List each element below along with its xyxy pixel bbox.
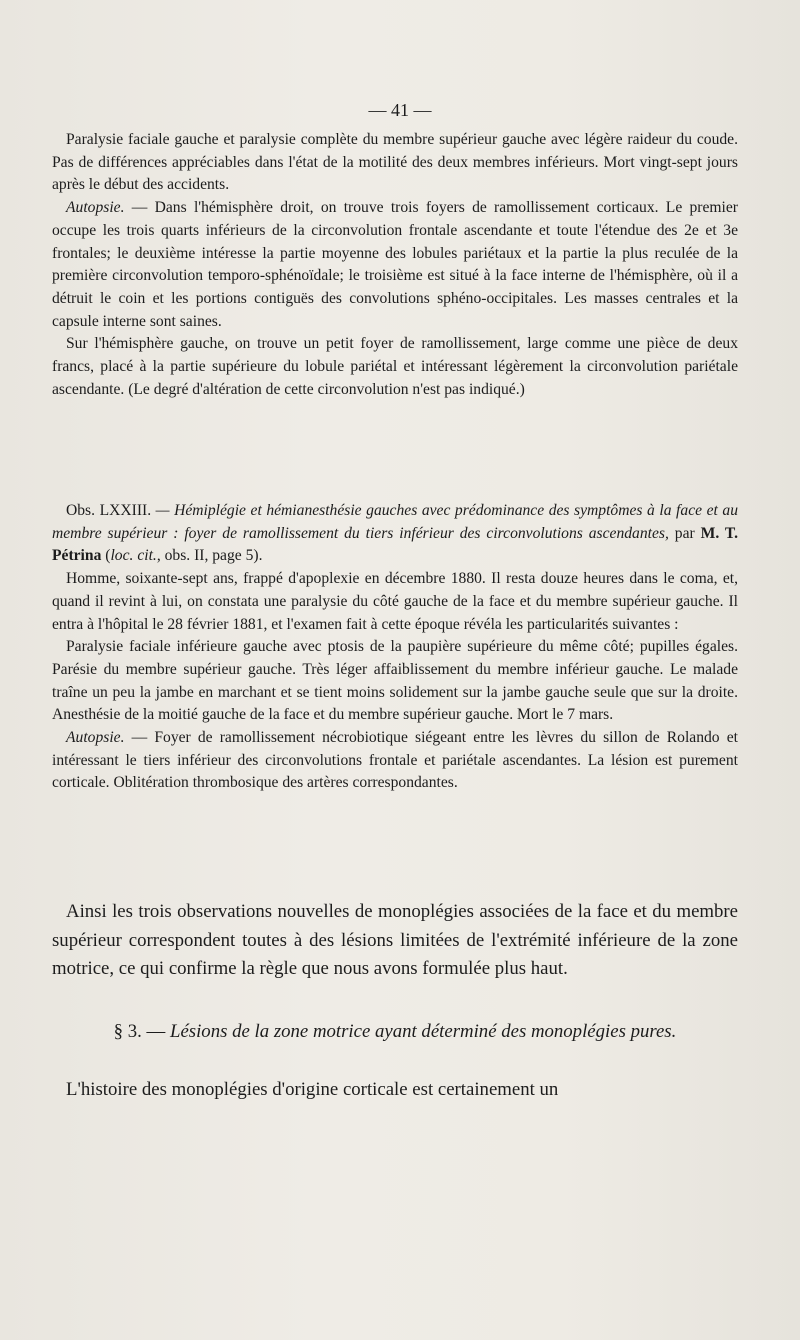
section-number: § 3. — xyxy=(113,1021,170,1042)
paragraph-symptoms: Paralysie faciale inférieure gauche avec ptosis de la paupière supérieure du même côté; pupilles égales. Parésie du membre supérieur gauche. Très léger affaiblissement du membre inférieur gauche. Le malade traîne un peu la jambe en marchant et se tient moins solidement sur la jambe gauche seule que sur la droite. Anesthésie de la moitié gauche de la face et du membre supérieur gauche. Mort le 7 mars. xyxy=(52,638,738,724)
observation-title: — Hémiplégie et hémianesthésie gauches avec prédominance des symptômes à la face et au membre supérieur : foyer de ramollissement du tiers inférieur des circonvolutions ascendantes, xyxy=(52,502,738,542)
autopsy-text: — Dans l'hémisphère droit, on trouve trois foyers de ramollissement corticaux. Le premier occupe les trois quarts inférieurs de la circonvolution frontale ascendante et toute l'étendue des 2e et 3e frontales; le deuxième intéresse la partie moyenne des lobules pariétaux et la partie la plus reculée de la première circonvolution temporo-sphénoïdale; le troisième est situé à la face interne de l'hémisphère, où il a détruit le coin et les portions contiguës des convolutions sphéno-occipitales. Les masses centrales et la capsule interne sont saines. xyxy=(52,199,738,330)
paragraph-left-hemisphere: Sur l'hémisphère gauche, on trouve un petit foyer de ramollissement, large comme une pièce de deux francs, placé à la partie supérieure du lobule pariétal et intéressant légèrement la circonvolution pariétale ascendante. (Le degré d'altération de cette circonvolution n'est pas indiqué.) xyxy=(52,335,738,398)
observation-lxxiii xyxy=(52,500,738,795)
autopsy-label: Autopsie. xyxy=(66,199,125,217)
observation-label: Obs. LXXIII. xyxy=(66,502,152,519)
observation-ref-open: ( xyxy=(101,547,111,565)
observation-heading xyxy=(52,500,738,568)
observation-text xyxy=(52,129,738,401)
autopsy-label-2: Autopsie. xyxy=(66,729,125,747)
paragraph-conclusion: Ainsi les trois observations nouvelles de monoplégies associées de la face et du membre supérieur correspondent toutes à des lésions limitées de l'extrémité inférieure de la zone motrice, ce qui confirme la règle que nous avons formulée plus haut. xyxy=(52,901,738,979)
section-title: Lésions de la zone motrice ayant déterminé des monoplégies pures. xyxy=(170,1021,677,1042)
section-heading xyxy=(52,1018,738,1047)
paragraph-autopsy xyxy=(52,727,738,795)
conclusion-text xyxy=(52,898,738,984)
observation-par: par xyxy=(668,524,701,542)
paragraph-patient-history: Homme, soixante-sept ans, frappé d'apoplexie en décembre 1880. Il resta douze heures dans le coma, et, quand il revint à lui, on constata une paralysie du côté gauche de la face et du membre supérieur gauche. Il entra à l'hôpital le 28 février 1881, et l'examen fait à cette époque révéla les particularités suivantes : xyxy=(52,570,738,633)
paragraph-autopsy-right xyxy=(52,197,738,333)
section-body xyxy=(52,1076,738,1105)
paragraph-clinical-summary: Paralysie faciale gauche et paralysie complète du membre supérieur gauche avec légère raideur du coude. Pas de différences appréciables dans l'état de la motilité des deux membres inférieurs. Mort vingt-sept jours après le début des accidents. xyxy=(52,131,738,194)
observation-author: M. T. Pétrina xyxy=(52,524,738,565)
paragraph-section-start: L'histoire des monoplégies d'origine corticale est certainement un xyxy=(66,1079,559,1100)
observation-ref-rest: , obs. II, page 5). xyxy=(156,547,263,565)
page-number: — 41 — xyxy=(368,100,432,120)
autopsy-text-2: — Foyer de ramollissement nécrobiotique siégeant entre les lèvres du sillon de Rolando et intéressant le tiers inférieur des circonvolutions frontale et pariétale ascendantes. La lésion est purement corticale. Oblitération thrombosique des artères correspondantes. xyxy=(52,729,738,792)
observation-ref: loc. cit. xyxy=(110,547,157,565)
